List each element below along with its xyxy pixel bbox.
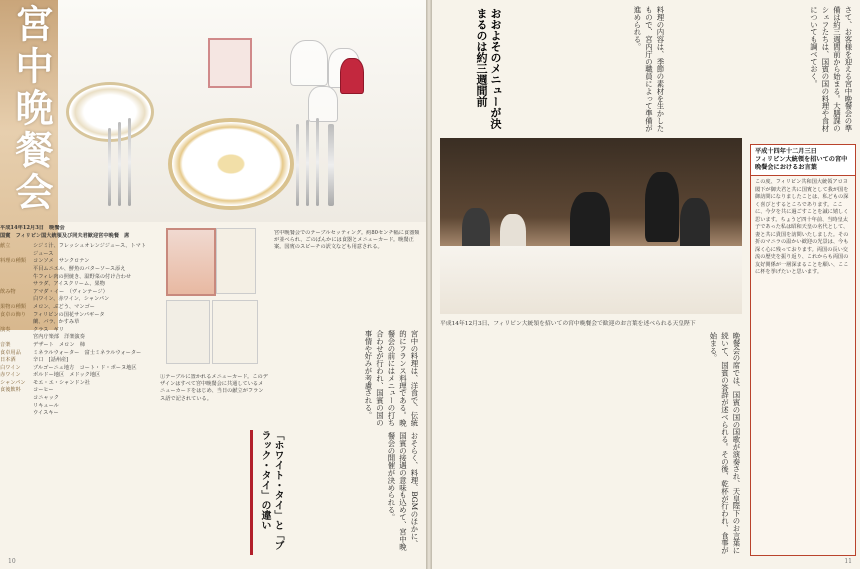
body-text-upper: 宮中の料理は、洋食で、伝統的にフランス料理である。晩餐会の前にはメニューの打ち合わせが行われ、国賓の国の事情や好みが考慮される。 bbox=[364, 330, 419, 427]
water-glass bbox=[290, 40, 328, 86]
caption-row-key: 献立 bbox=[0, 243, 11, 250]
emperor-speech-box bbox=[750, 144, 856, 556]
caption-row-key: 食卓の飾り bbox=[0, 311, 26, 318]
menu-card-photos bbox=[160, 228, 270, 368]
caption-row-value: ウイスキー bbox=[33, 410, 59, 417]
card-caption: ①テーブルに置かれるメニューカード。このデザインはすべて宮中晩餐会に共通しているメニューカードをはじめ、当日の献立がフランス語で記されている。 bbox=[160, 374, 268, 402]
menu-card-image bbox=[208, 38, 252, 88]
vertical-title: 宮中晩餐会 bbox=[9, 4, 54, 214]
caption-row bbox=[0, 258, 150, 266]
left-page bbox=[0, 0, 426, 569]
caption-row-key: 食後飲料 bbox=[0, 387, 21, 394]
caption-row-value: メロン、ぶどう、マンゴー bbox=[33, 303, 95, 310]
caption-row-value: ボルドー地区 メドック地区 bbox=[33, 372, 101, 379]
caption-row bbox=[0, 296, 150, 304]
caption-row-key bbox=[0, 296, 30, 304]
caption-row-key: 日本酒 bbox=[0, 357, 16, 364]
menu-card-photo bbox=[212, 300, 258, 364]
caption-rows bbox=[0, 243, 150, 418]
caption-row-key: 赤ワイン bbox=[0, 372, 21, 379]
caption-row-key: 演奏 bbox=[0, 326, 11, 333]
caption-row-value: コニャック bbox=[33, 395, 59, 402]
caption-row bbox=[0, 350, 150, 358]
speech-box-body: この度、フィリピン共和国大統領アロヨ閣下が御夫君と共に国賓として我が国を御訪問になりましたことは、私どもの深く喜びとするところであります。ここに、今夕を共に過ごすことを誠に嬉しく思います。ちょうど四十年前、当時皇太子であった私は昭和天皇の名代として、妻と共に貴国を訪問いたしました。その折のマニラの温かい歓迎の光景は、今も深く心に残っております。両国の長い交流の歴史を振り返り、これからも両国の友好関係が一層深まることを願い、ここに杯を挙げたいと思います。 bbox=[755, 179, 849, 275]
caption-row-key bbox=[0, 281, 30, 289]
caption-row-key: 白ワイン bbox=[0, 364, 21, 371]
caption-row-value: シジミ汁、フレッシュオレンジジュース、トマトジュース bbox=[33, 243, 147, 257]
body-text-mid: 料理の内容は、季節の素材を生かしたもので、宮内庁の職員によって準備が進められる。 bbox=[633, 6, 665, 132]
caption-row-value: ミネラルウォーター 富士ミネラルウォーター bbox=[33, 349, 142, 356]
caption-row-key bbox=[0, 274, 30, 282]
spoon-icon bbox=[328, 124, 334, 206]
caption-row-value: 蘭、バラ、かすみ草 bbox=[33, 319, 80, 326]
caption-row-key: 食卓用品 bbox=[0, 349, 21, 356]
caption-row bbox=[0, 387, 150, 395]
caption-row-value: デザート メロン 柿 bbox=[33, 341, 85, 348]
knife-icon bbox=[316, 118, 319, 206]
caption-row-value: フィリピンの国花サンパギータ bbox=[33, 311, 105, 318]
knife-icon bbox=[306, 120, 309, 206]
caption-row bbox=[0, 243, 150, 258]
caption-row-value: コンソメ サンクロナン bbox=[33, 258, 90, 265]
body-text-top: さて、お客様を迎える宮中晩餐会の準備は約三週間前から始まる。大膳課のシェフたちは、国賓の国の料理や食材についても調べておく。 bbox=[809, 6, 853, 132]
caption-row bbox=[0, 357, 150, 365]
white-tie-heading bbox=[250, 430, 310, 555]
menu-card-photo bbox=[166, 300, 210, 364]
caption-row-value: クラス ギリ bbox=[33, 326, 64, 333]
caption-row-value: コーヒー bbox=[33, 387, 54, 394]
attendant-figure bbox=[645, 172, 679, 242]
table-setting-photo bbox=[58, 0, 426, 222]
caption-row-key bbox=[0, 395, 30, 403]
caption-row-value: 宮内庁楽部 洋楽演奏 bbox=[33, 334, 85, 341]
caption-row-value: 平目ムニエル、鮮魚のバターソース添え bbox=[33, 265, 126, 272]
caption-row bbox=[0, 342, 150, 350]
menu-card-photo bbox=[216, 228, 256, 294]
caption-row-key bbox=[0, 334, 30, 342]
right-page bbox=[432, 0, 860, 569]
caption-row-key bbox=[0, 266, 30, 274]
caption-row bbox=[0, 312, 150, 320]
champagne-glass bbox=[308, 86, 338, 122]
caption-row bbox=[0, 334, 150, 342]
caption-row-key: シャンパン bbox=[0, 379, 26, 386]
fork-icon bbox=[118, 122, 121, 206]
caption-row-key: 料理の種類 bbox=[0, 258, 26, 265]
speech-box-header: 平成十四年十二月三日 フィリピン大統領を招いての宮中晩餐会におけるお言葉 bbox=[751, 145, 855, 176]
section-heading: おおよそのメニューが決まるのは約三週間前 bbox=[475, 8, 502, 129]
caption-header: 平成14年12月3日 晩餐会 国賓 フィリピン国大統領及び同夫君歓迎宮中晩餐 席 bbox=[0, 225, 130, 239]
knife-icon bbox=[296, 124, 299, 206]
page-number-right: 11 bbox=[844, 558, 852, 565]
caption-row-value: サラダ、アイスクリーム、果物 bbox=[33, 281, 105, 288]
caption-row bbox=[0, 372, 150, 380]
body-text-lower: おそらく、料理、BGMのほかに、国賓の接遇の意味も込めて、宮中晩餐会の開催が決められる。 bbox=[387, 432, 419, 551]
caption-row-value: アマダ・イー （ヴィンテージ） bbox=[33, 288, 108, 295]
caption-row-key: 果物の種類 bbox=[0, 303, 26, 310]
caption-row-key: 音楽 bbox=[0, 341, 11, 348]
page-number-left: 10 bbox=[8, 558, 16, 565]
caption-row-value: 牛フィレ肉の照焼き、温野菜の付け合わせ bbox=[33, 273, 131, 280]
fork-icon bbox=[108, 128, 111, 206]
caption-row-value: ブルゴーニュ地方 コート・ド・ボーヌ地区 bbox=[33, 364, 137, 371]
caption-row bbox=[0, 304, 150, 312]
caption-row-key bbox=[0, 410, 30, 418]
caption-row bbox=[0, 395, 150, 403]
caption-row bbox=[0, 403, 150, 411]
tablecloth bbox=[440, 246, 742, 314]
caption-row-key bbox=[0, 319, 30, 327]
fork-icon bbox=[128, 118, 131, 206]
service-plate bbox=[168, 118, 294, 210]
red-wine-glass bbox=[340, 58, 364, 94]
caption-row bbox=[0, 380, 150, 388]
setting-caption: 宮中晩餐会でのテーブルセッティング。約80センチ幅に食器類が並べられ、ごのばんかには食器とメニューカード。晩餐正案。国賓のスピーチの訳文なども用意される。 bbox=[274, 230, 420, 251]
caption-row bbox=[0, 319, 150, 327]
caption-row-value: 辛口 [話州産] bbox=[33, 357, 69, 364]
caption-row-value: 白ワイン、赤ワイン、シャンパン bbox=[33, 296, 110, 303]
caption-row-value: モエ・エ・シャンドン社 bbox=[33, 379, 90, 386]
caption-row-value: リキュール bbox=[33, 402, 59, 409]
caption-row bbox=[0, 410, 150, 418]
photo-caption: 平成14年12月3日、フィリピン大統領を招いての宮中晩餐会で歓迎のお言葉を述べられる天皇陛下 bbox=[440, 321, 696, 327]
white-tie-title: 「ホワイト・タイ」と「ブラック・タイ」の違い bbox=[259, 430, 283, 550]
caption-row-key: 飲み物 bbox=[0, 288, 16, 295]
caption-row bbox=[0, 281, 150, 289]
menu-details-caption bbox=[0, 225, 150, 545]
caption-row-key bbox=[0, 403, 30, 411]
caption-row bbox=[0, 266, 150, 274]
body-text-bottom: 晩餐会の席では、国賓の国の国歌が演奏され、天皇陛下のお言葉に続いて、国賓の答辞が述べられる。その後、乾杯が行われ、食事が始まる。 bbox=[709, 332, 741, 554]
menu-card-photo bbox=[166, 228, 216, 296]
heading-accent-bar bbox=[250, 430, 253, 555]
banquet-photo bbox=[440, 138, 742, 314]
